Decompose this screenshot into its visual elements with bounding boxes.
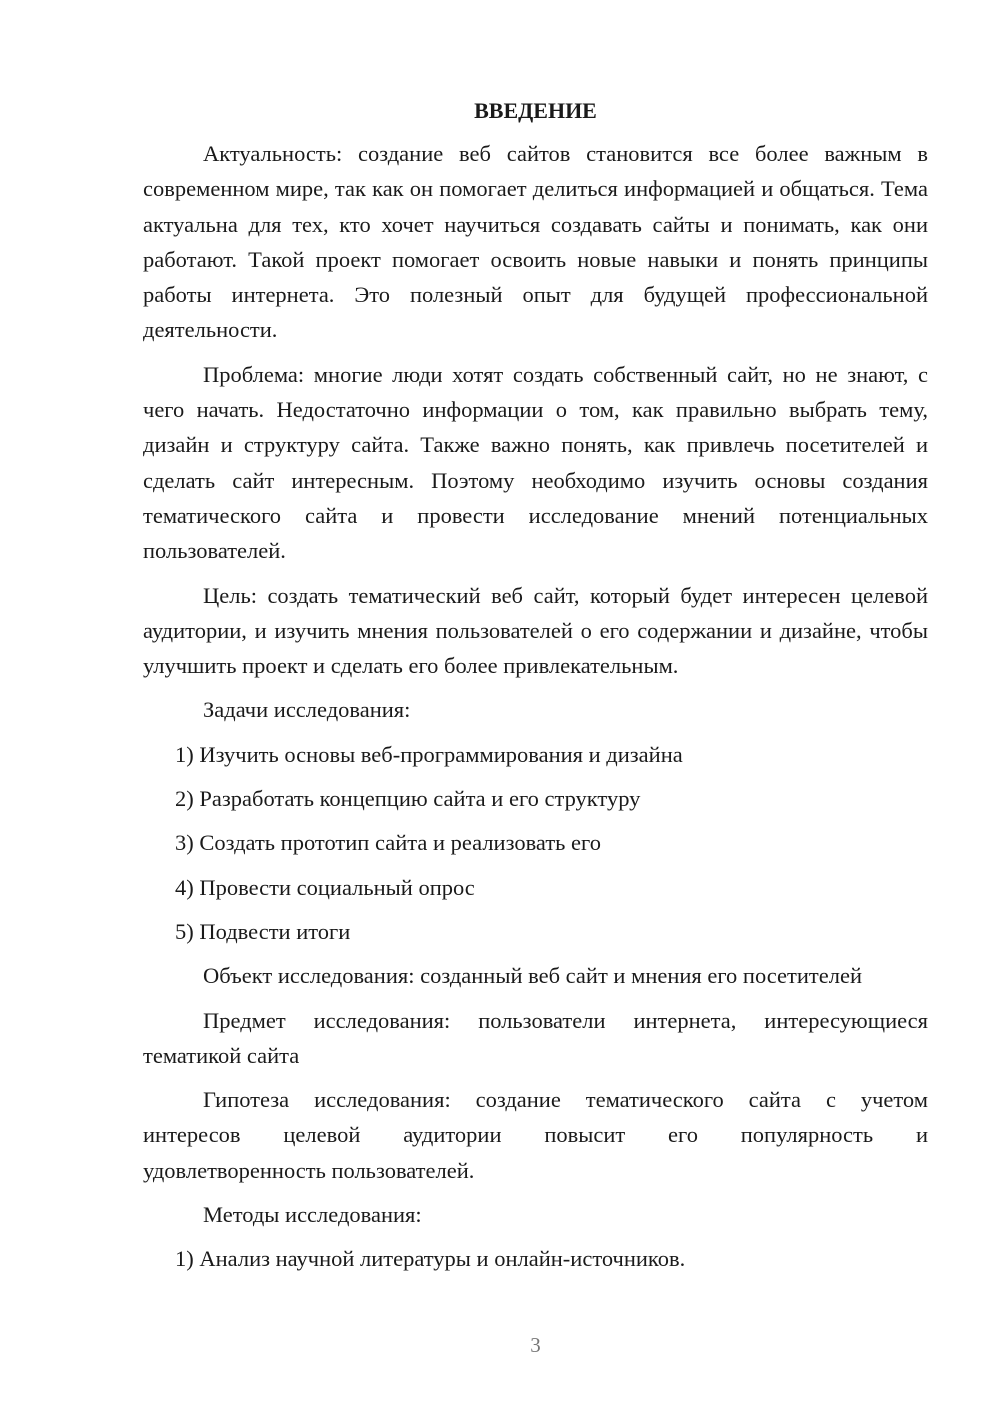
page-content xyxy=(143,96,928,1286)
method-item: 1) Анализ научной литературы и онлайн-источников. xyxy=(175,1246,686,1272)
hypothesis-paragraph xyxy=(143,1082,928,1188)
methods-label: Методы исследования: xyxy=(203,1202,422,1228)
tasks-label: Задачи исследования: xyxy=(203,697,411,723)
hypothesis-line: удовлетворенность пользователей. xyxy=(143,1157,475,1183)
hypothesis-line: Гипотеза исследования: создание тематического сайта с учетом xyxy=(203,1087,928,1113)
section-title: ВВЕДЕНИЕ xyxy=(474,98,597,123)
task-item: 5) Подвести итоги xyxy=(175,918,351,944)
goal-paragraph: Цель: создать тематический веб сайт, который будет интересен целевой аудитории, и изучить мнения пользователей о его содержании и дизайне, чтобы улучшить проект и сделать его более привлекательным. xyxy=(143,582,928,679)
task-item: 4) Провести социальный опрос xyxy=(175,874,475,900)
task-item: 1) Изучить основы веб-программирования и дизайна xyxy=(175,741,683,767)
task-item: 3) Создать прототип сайта и реализовать его xyxy=(175,830,601,856)
page-number: 3 xyxy=(530,1333,541,1357)
object-paragraph: Объект исследования: созданный веб сайт и мнения его посетителей xyxy=(203,963,862,989)
problem-paragraph: Проблема: многие люди хотят создать собственный сайт, но не знают, с чего начать. Недостаточно информации о том, как правильно выбрать тему, дизайн и структуру сайта. Также важно понять, как привлечь посетителей и сделать сайт интересным. Поэтому необходимо изучить основы создания тематического сайта и провести исследование мнений потенциальных пользователей. xyxy=(143,361,928,564)
relevance-paragraph: Актуальность: создание веб сайтов становится все более важным в современном мире, так как он помогает делиться информацией и общаться. Тема актуальна для тех, кто хочет научиться создавать сайты и понимать, как они работают. Такой проект помогает освоить новые навыки и понять принципы работы интернета. Это полезный опыт для будущей профессиональной деятельности. xyxy=(143,141,928,343)
task-item: 2) Разработать концепцию сайта и его структуру xyxy=(175,786,641,812)
subject-paragraph: Предмет исследования: пользователи интернета, интересующиеся тематикой сайта xyxy=(143,1007,928,1068)
hypothesis-line: интересов целевой аудитории повысит его популярность и xyxy=(143,1122,928,1148)
